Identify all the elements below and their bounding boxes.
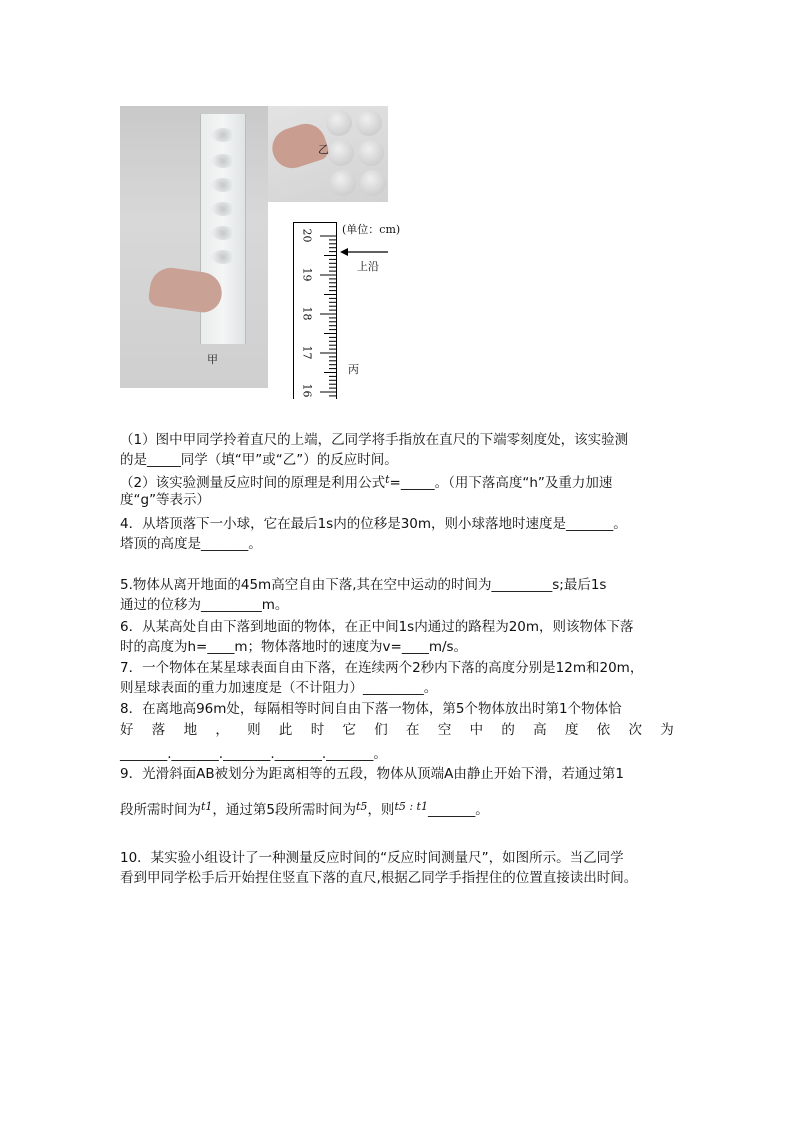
q1-line2: 的是_____同学（填“甲”或“乙”）的反应时间。 [120, 452, 398, 468]
tick-label-19: 19 [300, 267, 314, 282]
q8-char: 则 [247, 722, 261, 738]
q9-line2 [120, 797, 489, 820]
q6-line2: 时的高度为h=____m；物体落地时的速度为v=____m/s。 [120, 639, 468, 655]
q1-line1: （1）图中甲同学拎着直尺的上端，乙同学将手指放在直尺的下端零刻度处，该实验测 [120, 432, 629, 448]
q8-char: 此 [278, 722, 293, 738]
q7-line2: 则星球表面的重力加速度是（不计阻力）_________。 [120, 680, 438, 696]
q7-line1: 7．一个物体在某星球表面自由下落，在连续两个2秒内下落的高度分别是12m和20m， [120, 660, 644, 676]
q8-char: 高 [533, 722, 547, 738]
arrow-left-icon [340, 246, 390, 258]
q9-text2: ，通过第5段所需时间为 [212, 802, 357, 818]
q8-char: 好 [120, 722, 134, 738]
tick-label-16: 16 [300, 383, 314, 398]
q8-line3: _______._______._______._______._______。 [120, 746, 387, 762]
q4-line1: 4．从塔顶落下一小球，它在最后1s内的位移是30m，则小球落地时速度是_______。 [120, 516, 627, 532]
q8-char: 们 [374, 722, 388, 738]
q8-char: 次 [628, 722, 642, 738]
q6-line1: 6．从某高处自由下落到地面的物体，在正中间1s内通过的路程为20m，则该物体下落 [120, 619, 634, 635]
q8-char: 的 [501, 722, 515, 738]
label-yi: 乙 [318, 143, 329, 156]
q8-char: 它 [342, 722, 356, 738]
q8-char: ， [215, 722, 229, 738]
q8-char: 地 [183, 722, 198, 738]
tick-label-18: 18 [300, 306, 314, 321]
q2-pre: （2）该实验测量反应时间的原理是利用公式 [120, 475, 386, 491]
q9-text3: ，则 [367, 802, 395, 818]
q8-line2 [120, 720, 674, 740]
q9-text1: 段所需时间为 [120, 802, 201, 818]
q5-line1: 5.物体从离开地面的45m高空自由下落,其在空中运动的时间为_________s;最后1s [120, 577, 607, 593]
label-bing: 丙 [348, 363, 359, 376]
q10-line1: 10．某实验小组设计了一种测量反应时间的“反应时间测量尺”，如图所示。当乙同学 [120, 850, 624, 866]
q8-char: 时 [310, 722, 325, 738]
q8-char: 落 [151, 722, 166, 738]
q2-formula: t [385, 473, 390, 486]
unit-label: (单位：cm) [342, 223, 401, 236]
q8-char: 依 [596, 722, 611, 738]
q2-post: =_____。（用下落高度“h”及重力加速 [389, 475, 613, 491]
q8-line1: 8．在离地高96m处，每隔相等时间自由下落一物体，第5个物体放出时第1个物体恰 [120, 701, 622, 717]
q8-char: 度 [564, 722, 579, 738]
q9-t1: t1 [201, 800, 213, 813]
q4-line2: 塔顶的高度是_______。 [120, 536, 262, 552]
top-edge-label: 上沿 [357, 260, 379, 273]
q5-line2: 通过的位移为_________m。 [120, 597, 289, 613]
q9-line1: 9．光滑斜面AB被划分为距离相等的五段，物体从顶端A由静止开始下滑，若通过第1 [120, 766, 624, 782]
q8-char: 在 [406, 722, 420, 738]
q8-char: 空 [437, 722, 452, 738]
q8-char: 为 [660, 722, 674, 738]
q9-ratio: t5 : t1 [394, 800, 428, 813]
q9-t5: t5 [356, 800, 368, 813]
tick-label-20: 20 [300, 228, 314, 243]
tick-label-17: 17 [300, 345, 314, 360]
q8-char: 中 [469, 722, 484, 738]
q2-line2: 度“g”等表示） [120, 492, 211, 508]
q10-line2: 看到甲同学松手后开始捏住竖直下落的直尺,根据乙同学手指捏住的位置直接读出时间。 [120, 870, 638, 886]
q9-text4: _______。 [427, 802, 489, 818]
label-jia: 甲 [207, 353, 218, 366]
